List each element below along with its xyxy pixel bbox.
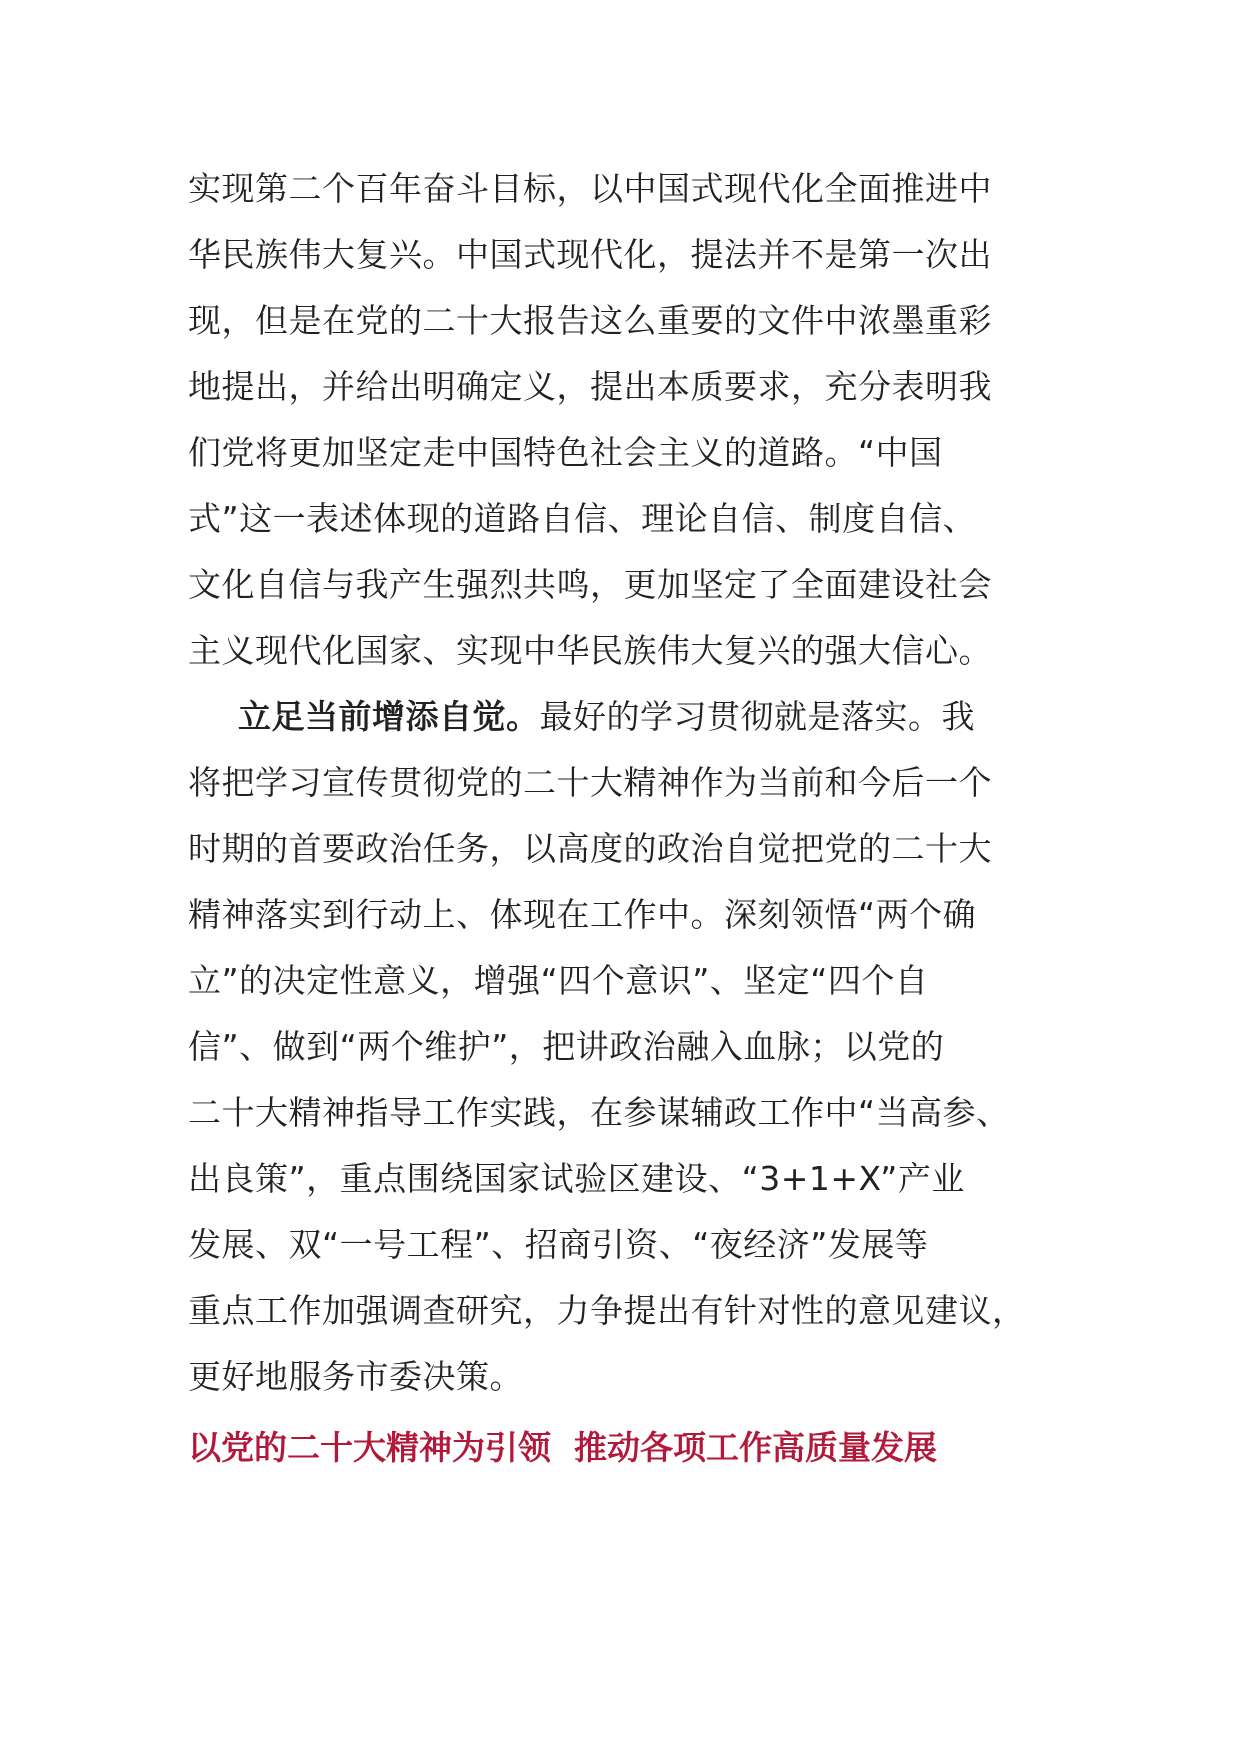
paragraph-line: 华民族伟大复兴。中国式现代化，提法并不是第一次出 [188, 235, 992, 274]
paragraph-line: 式”这一表述体现的道路自信、理论自信、制度自信、 [188, 499, 977, 538]
paragraph-line: 实现第二个百年奋斗目标，以中国式现代化全面推进中 [188, 169, 992, 208]
paragraph-first-line [188, 684, 1078, 750]
section-heading: 以党的二十大精神为引领 推动各项工作高质量发展 [188, 1428, 937, 1467]
paragraph-line: 出良策”，重点围绕国家试验区建设、“3+1+X”产业 [188, 1159, 965, 1198]
paragraph-line: 地提出，并给出明确定义，提出本质要求，充分表明我 [188, 367, 992, 406]
paragraph-line: 重点工作加强调查研究，力争提出有针对性的意见建议， [188, 1291, 1026, 1330]
paragraph-line: 文化自信与我产生强烈共鸣，更加坚定了全面建设社会 [188, 565, 992, 604]
paragraph-line: 二十大精神指导工作实践，在参谋辅政工作中“当高参、 [188, 1093, 1010, 1132]
paragraph-line: 信”、做到“两个维护”，把讲政治融入血脉；以党的 [188, 1027, 945, 1066]
paragraph-1 [188, 156, 1078, 684]
paragraph-line: 时期的首要政治任务，以高度的政治自觉把党的二十大 [188, 829, 992, 868]
paragraph-line: 们党将更加坚定走中国特色社会主义的道路。“中国 [188, 433, 943, 472]
document-body [188, 156, 1078, 1410]
paragraph-lead-heading: 立足当前增添自觉。 [238, 697, 540, 736]
paragraph-line: 更好地服务市委决策。 [188, 1357, 523, 1396]
paragraph-2 [188, 684, 1078, 1410]
paragraph-line: 主义现代化国家、实现中华民族伟大复兴的强大信心。 [188, 631, 992, 670]
paragraph-first-line-text: 最好的学习贯彻就是落实。我 [539, 697, 975, 736]
paragraph-line: 精神落实到行动上、体现在工作中。深刻领悟“两个确 [188, 895, 977, 934]
paragraph-line: 发展、双“一号工程”、招商引资、“夜经济”发展等 [188, 1225, 929, 1264]
paragraph-line: 立”的决定性意义，增强“四个意识”、坚定“四个自 [188, 961, 929, 1000]
paragraph-line: 现，但是在党的二十大报告这么重要的文件中浓墨重彩 [188, 301, 992, 340]
paragraph-line: 将把学习宣传贯彻党的二十大精神作为当前和今后一个 [188, 763, 992, 802]
